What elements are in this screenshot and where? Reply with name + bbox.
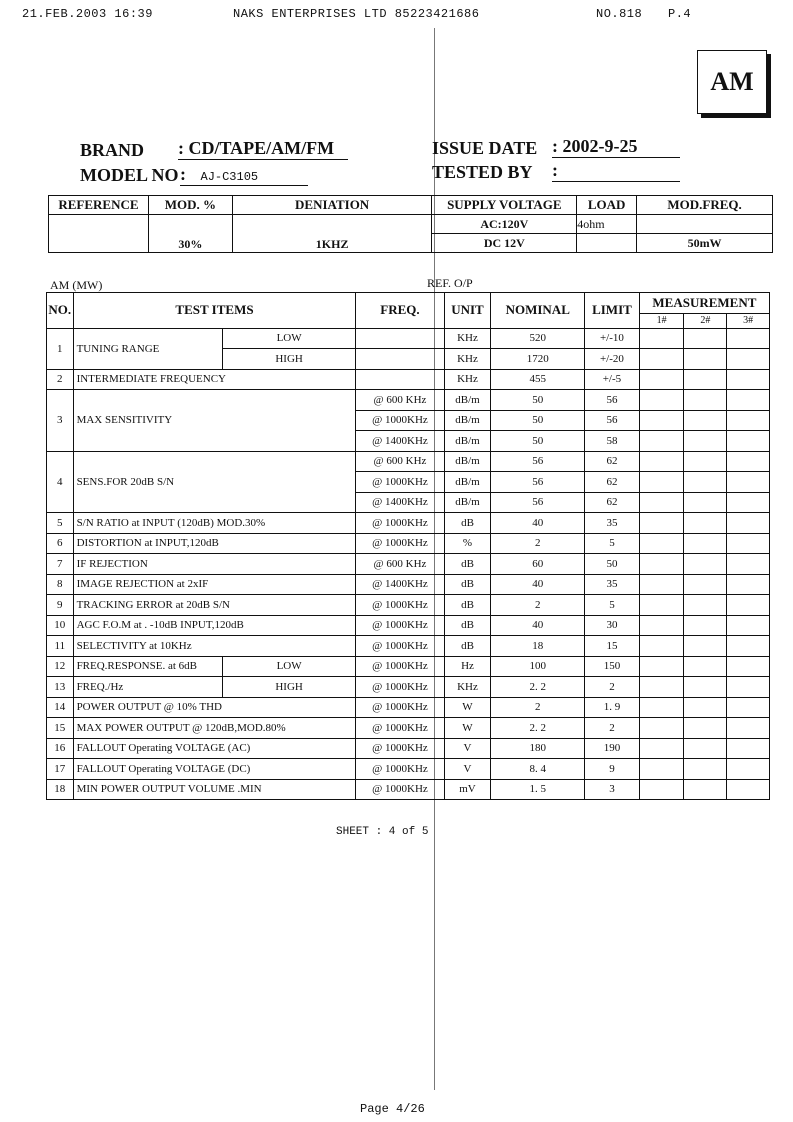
- row-number: 13: [47, 677, 74, 698]
- limit-cell: 58: [585, 431, 640, 452]
- ref-supply-ac: AC:120V: [432, 215, 577, 234]
- limit-cell: 30: [585, 615, 640, 636]
- measurement-2-cell: [684, 697, 727, 718]
- unit-cell: %: [444, 533, 491, 554]
- unit-cell: V: [444, 759, 491, 780]
- measurement-1-cell: [639, 636, 684, 657]
- freq-cell: @ 1000KHz: [356, 738, 444, 759]
- table-row: [47, 533, 770, 554]
- nominal-cell: 180: [491, 738, 585, 759]
- test-items-table: [46, 292, 770, 800]
- measurement-3-cell: [727, 677, 770, 698]
- test-item-label: AGC F.O.M at . -10dB INPUT,120dB: [73, 615, 356, 636]
- header-measurement: MEASUREMENT: [639, 293, 769, 314]
- limit-cell: +/-20: [585, 349, 640, 370]
- row-number: 7: [47, 554, 74, 575]
- table-row: [47, 369, 770, 390]
- ref-op-label: REF. O/P: [427, 276, 473, 290]
- table-row: [47, 595, 770, 616]
- ref-modfreq-value: 50mW: [637, 234, 773, 253]
- limit-cell: 1. 9: [585, 697, 640, 718]
- measurement-1-cell: [639, 390, 684, 411]
- nominal-cell: 8. 4: [491, 759, 585, 780]
- nominal-cell: 1720: [491, 349, 585, 370]
- nominal-cell: 2: [491, 533, 585, 554]
- row-number: 2: [47, 369, 74, 390]
- test-item-label: FALLOUT Operating VOLTAGE (AC): [73, 738, 356, 759]
- unit-cell: dB: [444, 636, 491, 657]
- measurement-2-cell: [684, 718, 727, 739]
- header-unit: UNIT: [444, 293, 491, 329]
- limit-cell: +/-5: [585, 369, 640, 390]
- measurement-1-cell: [639, 615, 684, 636]
- measurement-3-cell: [727, 636, 770, 657]
- measurement-2-cell: [684, 738, 727, 759]
- table-row: [47, 615, 770, 636]
- unit-cell: KHz: [444, 369, 491, 390]
- table-row: [47, 390, 770, 411]
- measurement-1-cell: [639, 533, 684, 554]
- fax-page: P.4: [668, 7, 692, 21]
- table-row: [47, 759, 770, 780]
- unit-cell: KHz: [444, 328, 491, 349]
- measurement-2-cell: [684, 554, 727, 575]
- freq-cell: @ 1400KHz: [356, 492, 444, 513]
- model-value: AJ-C3105: [200, 170, 259, 184]
- test-item-label: INTERMEDIATE FREQUENCY: [73, 369, 356, 390]
- freq-cell: @ 1000KHz: [356, 759, 444, 780]
- row-number: 18: [47, 779, 74, 800]
- limit-cell: 5: [585, 533, 640, 554]
- test-item-label: SELECTIVITY at 10KHz: [73, 636, 356, 657]
- ref-header-supply: SUPPLY VOLTAGE: [432, 196, 577, 215]
- limit-cell: 56: [585, 410, 640, 431]
- header-test-items: TEST ITEMS: [73, 293, 356, 329]
- model-label: MODEL NO: [80, 165, 179, 185]
- measurement-3-cell: [727, 431, 770, 452]
- measurement-3-cell: [727, 410, 770, 431]
- measurement-2-cell: [684, 328, 727, 349]
- unit-cell: mV: [444, 779, 491, 800]
- fax-number: NO.818: [596, 7, 643, 21]
- row-number: 17: [47, 759, 74, 780]
- measurement-1-cell: [639, 431, 684, 452]
- header-freq: FREQ.: [356, 293, 444, 329]
- measurement-2-cell: [684, 574, 727, 595]
- measurement-3-cell: [727, 697, 770, 718]
- measurement-2-cell: [684, 513, 727, 534]
- nominal-cell: 56: [491, 451, 585, 472]
- measurement-1-cell: [639, 349, 684, 370]
- freq-cell: [356, 328, 444, 349]
- measurement-1-cell: [639, 779, 684, 800]
- header-m1: 1#: [639, 313, 684, 328]
- freq-cell: @ 1000KHz: [356, 410, 444, 431]
- nominal-cell: 2. 2: [491, 677, 585, 698]
- measurement-3-cell: [727, 574, 770, 595]
- ref-deniation-value: 1KHZ: [232, 215, 432, 253]
- measurement-1-cell: [639, 554, 684, 575]
- table-row: [47, 451, 770, 472]
- ref-header-reference: REFERENCE: [49, 196, 149, 215]
- table-row: [47, 697, 770, 718]
- unit-cell: V: [444, 738, 491, 759]
- row-number: 10: [47, 615, 74, 636]
- freq-cell: @ 600 KHz: [356, 390, 444, 411]
- ref-load-bottom: [577, 234, 637, 253]
- freq-cell: [356, 369, 444, 390]
- unit-cell: dB: [444, 513, 491, 534]
- measurement-3-cell: [727, 451, 770, 472]
- freq-cell: @ 1400KHz: [356, 574, 444, 595]
- unit-cell: dB/m: [444, 472, 491, 493]
- freq-cell: @ 1000KHz: [356, 533, 444, 554]
- row-number: 4: [47, 451, 74, 513]
- row-number: 1: [47, 328, 74, 369]
- table-row: [47, 636, 770, 657]
- table-row: [47, 718, 770, 739]
- row-number: 14: [47, 697, 74, 718]
- limit-cell: 62: [585, 472, 640, 493]
- ref-mod-value: 30%: [148, 215, 232, 253]
- nominal-cell: 2. 2: [491, 718, 585, 739]
- measurement-3-cell: [727, 759, 770, 780]
- table-row: [47, 328, 770, 349]
- measurement-3-cell: [727, 779, 770, 800]
- nominal-cell: 18: [491, 636, 585, 657]
- header-m3: 3#: [727, 313, 770, 328]
- limit-cell: 190: [585, 738, 640, 759]
- test-item-label: FREQ.RESPONSE. at 6dB: [73, 656, 222, 677]
- measurement-2-cell: [684, 759, 727, 780]
- row-number: 11: [47, 636, 74, 657]
- freq-band-label: HIGH: [222, 677, 356, 698]
- brand-value: : CD/TAPE/AM/FM: [178, 138, 348, 160]
- measurement-2-cell: [684, 349, 727, 370]
- test-item-label: FREQ./Hz: [73, 677, 222, 698]
- row-number: 6: [47, 533, 74, 554]
- measurement-3-cell: [727, 738, 770, 759]
- measurement-1-cell: [639, 369, 684, 390]
- model-colon: :: [180, 164, 186, 184]
- row-number: 3: [47, 390, 74, 452]
- table-row: [47, 738, 770, 759]
- unit-cell: dB/m: [444, 492, 491, 513]
- limit-cell: +/-10: [585, 328, 640, 349]
- unit-cell: dB/m: [444, 390, 491, 411]
- header-m2: 2#: [684, 313, 727, 328]
- measurement-1-cell: [639, 410, 684, 431]
- measurement-1-cell: [639, 677, 684, 698]
- nominal-cell: 520: [491, 328, 585, 349]
- am-badge: AM: [697, 50, 767, 114]
- freq-cell: @ 1000KHz: [356, 472, 444, 493]
- measurement-2-cell: [684, 492, 727, 513]
- unit-cell: W: [444, 697, 491, 718]
- limit-cell: 5: [585, 595, 640, 616]
- range-label: HIGH: [222, 349, 356, 370]
- limit-cell: 9: [585, 759, 640, 780]
- measurement-3-cell: [727, 615, 770, 636]
- nominal-cell: 40: [491, 574, 585, 595]
- measurement-3-cell: [727, 328, 770, 349]
- measurement-3-cell: [727, 533, 770, 554]
- nominal-cell: 40: [491, 615, 585, 636]
- header-limit: LIMIT: [585, 293, 640, 329]
- limit-cell: 3: [585, 779, 640, 800]
- unit-cell: Hz: [444, 656, 491, 677]
- freq-cell: @ 1000KHz: [356, 513, 444, 534]
- unit-cell: dB/m: [444, 431, 491, 452]
- fax-company: NAKS ENTERPRISES LTD 85223421686: [233, 7, 480, 21]
- limit-cell: 62: [585, 492, 640, 513]
- measurement-3-cell: [727, 554, 770, 575]
- unit-cell: W: [444, 718, 491, 739]
- limit-cell: 56: [585, 390, 640, 411]
- limit-cell: 35: [585, 513, 640, 534]
- test-item-label: S/N RATIO at INPUT (120dB) MOD.30%: [73, 513, 356, 534]
- limit-cell: 150: [585, 656, 640, 677]
- nominal-cell: 60: [491, 554, 585, 575]
- nominal-cell: 2: [491, 697, 585, 718]
- nominal-cell: 40: [491, 513, 585, 534]
- model-field: [180, 164, 308, 186]
- unit-cell: dB/m: [444, 451, 491, 472]
- tested-by-value: :: [552, 160, 680, 182]
- unit-cell: KHz: [444, 677, 491, 698]
- measurement-3-cell: [727, 369, 770, 390]
- nominal-cell: 1. 5: [491, 779, 585, 800]
- issue-date-value: : 2002-9-25: [552, 136, 680, 158]
- test-item-label: SENS.FOR 20dB S/N: [73, 451, 356, 513]
- ref-modfreq-top: [637, 215, 773, 234]
- row-number: 9: [47, 595, 74, 616]
- measurement-2-cell: [684, 390, 727, 411]
- measurement-2-cell: [684, 595, 727, 616]
- limit-cell: 62: [585, 451, 640, 472]
- limit-cell: 15: [585, 636, 640, 657]
- freq-cell: @ 1000KHz: [356, 677, 444, 698]
- test-item-label: DISTORTION at INPUT,120dB: [73, 533, 356, 554]
- brand-label: BRAND: [80, 140, 145, 160]
- ref-header-modfreq: MOD.FREQ.: [637, 196, 773, 215]
- test-item-label: TUNING RANGE: [73, 328, 222, 369]
- measurement-2-cell: [684, 369, 727, 390]
- ref-header-mod: MOD. %: [148, 196, 232, 215]
- measurement-1-cell: [639, 718, 684, 739]
- unit-cell: dB: [444, 595, 491, 616]
- nominal-cell: 56: [491, 492, 585, 513]
- freq-cell: @ 1000KHz: [356, 656, 444, 677]
- measurement-3-cell: [727, 472, 770, 493]
- nominal-cell: 56: [491, 472, 585, 493]
- measurement-1-cell: [639, 472, 684, 493]
- measurement-1-cell: [639, 697, 684, 718]
- measurement-1-cell: [639, 492, 684, 513]
- freq-cell: @ 600 KHz: [356, 554, 444, 575]
- nominal-cell: 50: [491, 431, 585, 452]
- freq-cell: @ 600 KHz: [356, 451, 444, 472]
- range-label: LOW: [222, 328, 356, 349]
- table-row: [47, 656, 770, 677]
- table-row: [47, 554, 770, 575]
- measurement-1-cell: [639, 328, 684, 349]
- unit-cell: dB: [444, 574, 491, 595]
- header-no: NO.: [47, 293, 74, 329]
- measurement-3-cell: [727, 718, 770, 739]
- sheet-number: SHEET : 4 of 5: [336, 826, 429, 838]
- measurement-3-cell: [727, 513, 770, 534]
- measurement-1-cell: [639, 656, 684, 677]
- measurement-1-cell: [639, 595, 684, 616]
- band-label: AM (MW): [50, 278, 103, 292]
- ref-reference-cell: [49, 215, 149, 253]
- measurement-2-cell: [684, 656, 727, 677]
- nominal-cell: 2: [491, 595, 585, 616]
- ref-supply-dc: DC 12V: [432, 234, 577, 253]
- test-item-label: IMAGE REJECTION at 2xIF: [73, 574, 356, 595]
- test-item-label: TRACKING ERROR at 20dB S/N: [73, 595, 356, 616]
- ref-load-value: 4ohm: [577, 215, 637, 234]
- measurement-3-cell: [727, 595, 770, 616]
- measurement-3-cell: [727, 349, 770, 370]
- measurement-2-cell: [684, 533, 727, 554]
- freq-cell: @ 1000KHz: [356, 636, 444, 657]
- measurement-1-cell: [639, 574, 684, 595]
- nominal-cell: 100: [491, 656, 585, 677]
- measurement-2-cell: [684, 677, 727, 698]
- freq-cell: @ 1000KHz: [356, 697, 444, 718]
- limit-cell: 2: [585, 677, 640, 698]
- measurement-1-cell: [639, 738, 684, 759]
- header-nominal: NOMINAL: [491, 293, 585, 329]
- nominal-cell: 50: [491, 410, 585, 431]
- table-row: [47, 574, 770, 595]
- freq-cell: @ 1000KHz: [356, 718, 444, 739]
- issue-date-label: ISSUE DATE: [432, 138, 538, 158]
- test-item-label: MAX SENSITIVITY: [73, 390, 356, 452]
- limit-cell: 2: [585, 718, 640, 739]
- freq-cell: @ 1000KHz: [356, 595, 444, 616]
- row-number: 15: [47, 718, 74, 739]
- limit-cell: 50: [585, 554, 640, 575]
- measurement-3-cell: [727, 656, 770, 677]
- measurement-2-cell: [684, 615, 727, 636]
- measurement-2-cell: [684, 431, 727, 452]
- row-number: 5: [47, 513, 74, 534]
- measurement-3-cell: [727, 492, 770, 513]
- measurement-2-cell: [684, 779, 727, 800]
- unit-cell: KHz: [444, 349, 491, 370]
- table-row: [47, 779, 770, 800]
- unit-cell: dB: [444, 554, 491, 575]
- table-row: [47, 677, 770, 698]
- test-item-label: FALLOUT Operating VOLTAGE (DC): [73, 759, 356, 780]
- test-item-label: MAX POWER OUTPUT @ 120dB,MOD.80%: [73, 718, 356, 739]
- unit-cell: dB: [444, 615, 491, 636]
- row-number: 16: [47, 738, 74, 759]
- measurement-1-cell: [639, 759, 684, 780]
- measurement-1-cell: [639, 513, 684, 534]
- test-item-label: MIN POWER OUTPUT VOLUME .MIN: [73, 779, 356, 800]
- measurement-2-cell: [684, 451, 727, 472]
- row-number: 8: [47, 574, 74, 595]
- measurement-2-cell: [684, 636, 727, 657]
- reference-table: [48, 195, 773, 253]
- table-row: [47, 513, 770, 534]
- measurement-3-cell: [727, 390, 770, 411]
- nominal-cell: 50: [491, 390, 585, 411]
- unit-cell: dB/m: [444, 410, 491, 431]
- page-footer: Page 4/26: [360, 1102, 425, 1116]
- freq-cell: @ 1000KHz: [356, 779, 444, 800]
- freq-cell: @ 1000KHz: [356, 615, 444, 636]
- tested-by-label: TESTED BY: [432, 162, 533, 182]
- freq-band-label: LOW: [222, 656, 356, 677]
- measurement-1-cell: [639, 451, 684, 472]
- row-number: 12: [47, 656, 74, 677]
- limit-cell: 35: [585, 574, 640, 595]
- ref-header-load: LOAD: [577, 196, 637, 215]
- test-item-label: POWER OUTPUT @ 10% THD: [73, 697, 356, 718]
- measurement-2-cell: [684, 410, 727, 431]
- ref-header-deniation: DENIATION: [232, 196, 432, 215]
- freq-cell: @ 1400KHz: [356, 431, 444, 452]
- test-item-label: IF REJECTION: [73, 554, 356, 575]
- freq-cell: [356, 349, 444, 370]
- measurement-2-cell: [684, 472, 727, 493]
- nominal-cell: 455: [491, 369, 585, 390]
- fax-datetime: 21.FEB.2003 16:39: [22, 7, 153, 21]
